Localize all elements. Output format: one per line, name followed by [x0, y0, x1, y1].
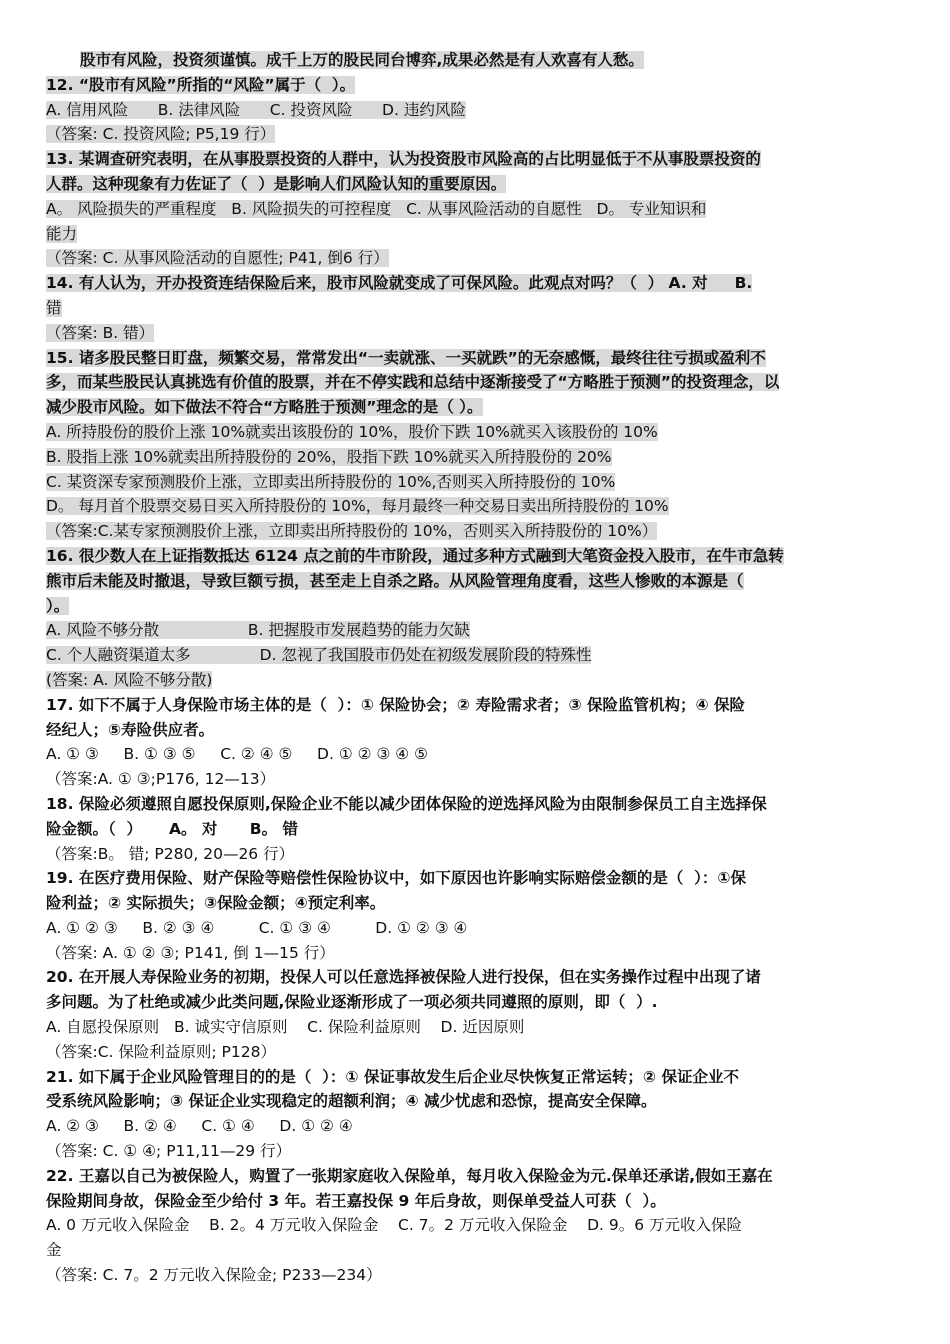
text-line-content: 经纪人；⑤寿险供应者。: [46, 720, 215, 739]
text-line: [46, 1189, 906, 1214]
text-line-content: （答案: B. 错）: [46, 323, 155, 342]
text-line-content: 受系统风险影响；③ 保证企业实现稳定的超额利润；④ 减少忧虑和恐惊，提高安全保障。: [46, 1092, 657, 1111]
text-line: [46, 494, 906, 519]
text-line-content: 16. 很少数人在上证指数抵达 6124 点之前的牛市阶段，通过多种方式融到大笔资金投入股市，在牛市急转: [46, 546, 784, 565]
text-line: [46, 1263, 906, 1288]
text-line: [46, 519, 906, 544]
text-line-content: C. 某资深专家预测股价上涨，立即卖出所持股份的 10%,否则买入所持股份的 10%: [46, 472, 616, 491]
text-line: [46, 1089, 906, 1114]
text-line-content: A. 信用风险 B. 法律风险 C. 投资风险 D. 违约风险: [46, 100, 466, 119]
text-line: [46, 569, 906, 594]
text-line: [46, 965, 906, 990]
text-line: [46, 618, 906, 643]
text-line: [46, 718, 906, 743]
text-line-content: 19. 在医疗费用保险、财产保险等赔偿性保险协议中，如下原因也许影响实际赔偿金额的是（ ）：①保: [46, 869, 747, 888]
text-line-content: B. 股指上涨 10%就卖出所持股份的 20%，股指下跌 10%就买入所持股份的 20%: [46, 447, 612, 466]
text-line: [46, 643, 906, 668]
text-line-content: 人群。这种现象有力佐证了（ ）是影响人们风险认知的重要原因。: [46, 174, 507, 193]
text-line: [46, 147, 906, 172]
text-line: [46, 1040, 906, 1065]
text-line-content: 14. 有人认为，开办投资连结保险后来，股市风险就变成了可保风险。此观点对吗？（ ） A. 对 B.: [46, 274, 753, 293]
text-line: [46, 122, 906, 147]
text-line: [46, 246, 906, 271]
text-line: [46, 1065, 906, 1090]
text-line: [46, 48, 906, 73]
text-line: [46, 420, 906, 445]
text-line: [46, 445, 906, 470]
text-line: [46, 1114, 906, 1139]
text-line-content: （答案:A. ① ③;P176, 12—13）: [46, 770, 276, 789]
text-line: [46, 1238, 906, 1263]
text-line: [46, 222, 906, 247]
text-line: [46, 891, 906, 916]
text-line-content: A. ① ② ③ B. ② ③ ④ C. ① ③ ④ D. ① ② ③ ④: [46, 918, 468, 937]
text-line: [46, 172, 906, 197]
text-line-content: 减少股市风险。如下做法不符合“方略胜于预测”理念的是（ ）。: [46, 398, 483, 417]
text-line: [46, 990, 906, 1015]
text-line-content: 能力: [46, 224, 78, 243]
text-line: [46, 395, 906, 420]
text-line-content: (答案: A. 风险不够分散): [46, 670, 213, 689]
text-line: [46, 73, 906, 98]
text-line-content: 多，而某些股民认真挑选有价值的股票，并在不停实践和总结中逐渐接受了“方略胜于预测”的投资理念，以: [46, 373, 780, 392]
text-line: [46, 98, 906, 123]
text-line-content: （答案:C. 保险利益原则; P128）: [46, 1042, 276, 1061]
text-line-content: 错: [46, 298, 62, 317]
text-line: [46, 693, 906, 718]
text-line-content: A。 风险损失的严重程度 B. 风险损失的可控程度 C. 从事风险活动的自愿性 D。 专业知识和: [46, 199, 707, 218]
text-line-content: D。 每月首个股票交易日买入所持股份的 10%，每月最终一种交易日卖出所持股份的 10%: [46, 497, 669, 516]
text-line-content: A. ② ③ B. ② ④ C. ① ④ D. ① ② ④: [46, 1117, 353, 1136]
text-line-content: 熊市后未能及时撤退，导致巨额亏损，甚至走上自杀之路。从风险管理角度看，这些人惨败的本源是（: [46, 571, 744, 590]
text-line-content: 股市有风险，投资须谨慎。成千上万的股民同台博弈,成果必然是有人欢喜有人愁。: [80, 51, 644, 69]
text-line-content: 险金额。（ ） A。 对 B。 错: [46, 819, 299, 838]
text-line-content: 多问题。为了杜绝或减少此类问题,保险业逐渐形成了一项必须共同遵照的原则，即（ ）.: [46, 993, 658, 1012]
text-line: [46, 321, 906, 346]
document-page: [46, 48, 906, 1288]
text-line-content: 20. 在开展人寿保险业务的初期，投保人可以任意选择被保险人进行投保，但在实务操作过程中出现了诸: [46, 968, 761, 987]
text-line-content: ）。: [46, 596, 70, 615]
text-line: [46, 271, 906, 296]
text-line-content: （答案: C. 从事风险活动的自愿性; P41, 倒6 行）: [46, 249, 389, 268]
text-line: [46, 197, 906, 222]
text-line: [46, 370, 906, 395]
text-line: [46, 767, 906, 792]
text-line-content: 12. “股市有风险”所指的“风险”属于（ ）。: [46, 75, 356, 94]
text-line: [46, 941, 906, 966]
text-line-content: （答案: C. 投资风险; P5,19 行）: [46, 125, 276, 144]
text-line-content: （答案: C. ① ④; P11,11—29 行）: [46, 1142, 292, 1161]
text-line: [46, 916, 906, 941]
text-line: [46, 1213, 906, 1238]
text-line-content: 17. 如下不属于人身保险市场主体的是（ ）：① 保险协会；② 寿险需求者；③ 保险监管机构；④ 保险: [46, 695, 745, 714]
text-line-content: 15. 诸多股民整日盯盘，频繁交易，常常发出“一卖就涨、一买就跌”的无奈感慨，最终往往亏损或盈利不: [46, 348, 766, 367]
text-line-content: C. 个人融资渠道太多 D. 忽视了我国股市仍处在初级发展阶段的特殊性: [46, 646, 592, 665]
text-line-content: （答案: C. 7。2 万元收入保险金; P233—234）: [46, 1266, 382, 1285]
text-line: [46, 470, 906, 495]
text-line: [46, 544, 906, 569]
text-line-content: 13. 某调查研究表明，在从事股票投资的人群中，认为投资股市风险高的占比明显低于不从事股票投资的: [46, 150, 761, 169]
text-line: [46, 1015, 906, 1040]
text-line-content: 21. 如下属于企业风险管理目的的是（ ）：① 保证事故发生后企业尽快恢复正常运转；② 保证企业不: [46, 1067, 739, 1086]
text-line-content: （答案:C.某专家预测股价上涨，立即卖出所持股份的 10%，否则买入所持股份的 10%）: [46, 522, 658, 541]
text-line: [46, 792, 906, 817]
text-line: [46, 842, 906, 867]
text-line-content: （答案:B。 错; P280, 20—26 行）: [46, 844, 295, 863]
text-line-content: A. 所持股份的股价上涨 10%就卖出该股份的 10%，股价下跌 10%就买入该股份的 10%: [46, 422, 658, 441]
text-line-content: A. 自愿投保原则 B. 诚实守信原则 C. 保险利益原则 D. 近因原则: [46, 1018, 525, 1037]
text-line-content: A. 0 万元收入保险金 B. 2。4 万元收入保险金 C. 7。2 万元收入保险金 D. 9。6 万元收入保险: [46, 1216, 743, 1235]
text-line: [46, 1139, 906, 1164]
text-line: [46, 668, 906, 693]
text-line: [46, 346, 906, 371]
text-line-content: 金: [46, 1241, 62, 1260]
text-line-content: 险利益；② 实际损失；③保险金额；④预定利率。: [46, 894, 386, 913]
text-line: [46, 742, 906, 767]
text-line-content: A. 风险不够分散 B. 把握股市发展趋势的能力欠缺: [46, 621, 470, 640]
text-line: [46, 1164, 906, 1189]
text-line-content: 18. 保险必须遵照自愿投保原则,保险企业不能以减少团体保险的逆选择风险为由限制参保员工自主选择保: [46, 794, 767, 813]
text-line: [46, 594, 906, 619]
text-line-content: 保险期间身故，保险金至少给付 3 年。若王嘉投保 9 年后身故，则保单受益人可获（ ）。: [46, 1191, 666, 1210]
text-line-content: A. ① ③ B. ① ③ ⑤ C. ② ④ ⑤ D. ① ② ③ ④ ⑤: [46, 745, 429, 764]
text-line-content: （答案: A. ① ② ③; P141, 倒 1—15 行）: [46, 943, 335, 962]
text-line: [46, 866, 906, 891]
text-line-content: 22. 王嘉以自己为被保险人，购置了一张期家庭收入保险单，每月收入保险金为元.保单还承诺,假如王嘉在: [46, 1166, 773, 1185]
text-line: [46, 296, 906, 321]
text-line: [46, 817, 906, 842]
